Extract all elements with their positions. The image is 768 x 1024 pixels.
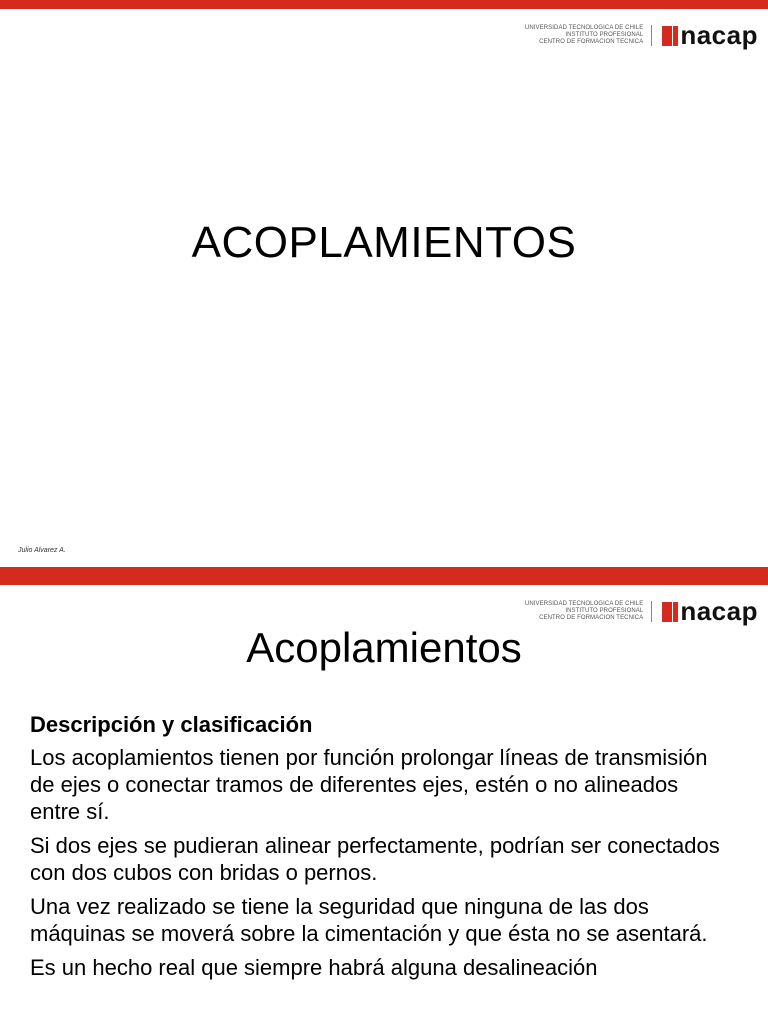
inacap-logo bbox=[662, 22, 758, 48]
slide-title: Acoplamientos bbox=[246, 624, 522, 671]
author-name: Julio Alvarez A. bbox=[18, 547, 66, 554]
inacap-logo-mark-icon bbox=[662, 24, 678, 46]
body-paragraph: Si dos ejes se pudieran alinear perfectamente, podrían ser conectados con dos cubos con bridas o pernos. bbox=[30, 833, 720, 885]
institution-line-1: UNIVERSIDAD TECNOLOGICA DE CHILE bbox=[524, 600, 644, 607]
slide-header bbox=[525, 22, 758, 48]
institution-line-3: CENTRO DE FORMACION TECNICA bbox=[539, 614, 644, 621]
content-slide bbox=[0, 576, 768, 1024]
section-subtitle: Descripción y clasificación bbox=[30, 712, 313, 737]
logo-wordmark: nacap bbox=[680, 596, 758, 626]
institution-line-3: CENTRO DE FORMACION TECNICA bbox=[539, 38, 644, 45]
body-paragraph: Es un hecho real que siempre habrá alguna desalineación bbox=[30, 955, 598, 980]
top-red-bar bbox=[0, 0, 768, 9]
bottom-red-bar bbox=[0, 567, 768, 576]
institution-line-2: INSTITUTO PROFESIONAL bbox=[565, 31, 644, 38]
institution-text bbox=[525, 601, 652, 622]
slide-title: ACOPLAMIENTOS bbox=[191, 218, 577, 267]
inacap-logo-mark-icon bbox=[662, 600, 678, 622]
institution-text bbox=[525, 25, 652, 46]
logo-wordmark: nacap bbox=[680, 20, 758, 50]
body-paragraph: Una vez realizado se tiene la seguridad que ninguna de las dos máquinas se moverá sobre la cimentación y que ésta no se asentará. bbox=[30, 894, 708, 946]
institution-line-2: INSTITUTO PROFESIONAL bbox=[565, 607, 644, 614]
slide-header bbox=[525, 598, 758, 624]
institution-line-1: UNIVERSIDAD TECNOLOGICA DE CHILE bbox=[524, 24, 644, 31]
body-paragraph: Los acoplamientos tienen por función prolongar líneas de transmisión de ejes o conectar tramos de diferentes ejes, estén o no alineados entre sí. bbox=[30, 745, 708, 824]
inacap-logo bbox=[662, 598, 758, 624]
top-red-bar bbox=[0, 576, 768, 585]
slide-body bbox=[30, 712, 730, 988]
